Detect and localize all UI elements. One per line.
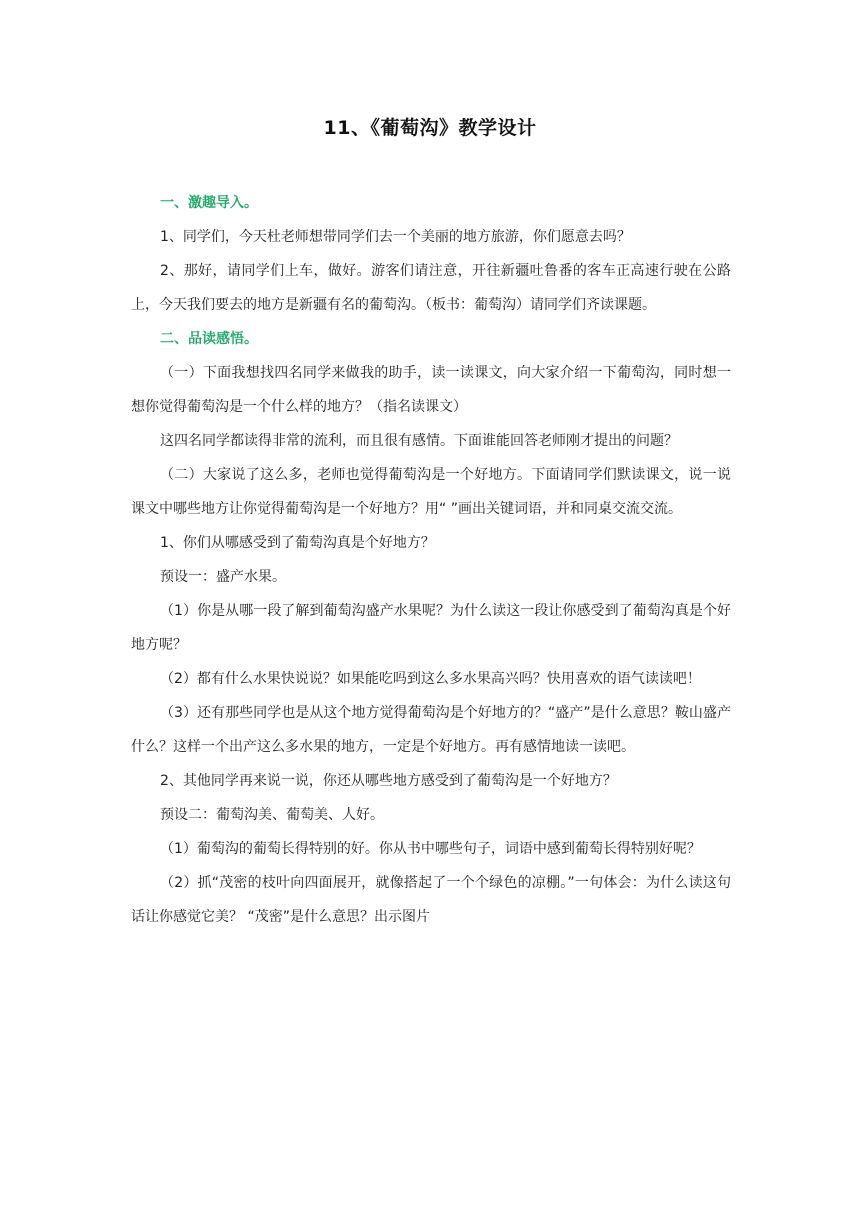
paragraph: （1）你是从哪一段了解到葡萄沟盛产水果呢？为什么读这一段让你感受到了葡萄沟真是个好地方呢？ (131, 603, 731, 653)
paragraph: （2）都有什么水果快说说？如果能吃吗到这么多水果高兴吗？快用喜欢的语气读读吧！ (160, 671, 701, 687)
document-title: 11、《葡萄沟》教学设计 (323, 117, 537, 139)
document-body (131, 186, 731, 934)
paragraph: 1、你们从哪感受到了葡萄沟真是个好地方？ (160, 535, 435, 551)
paragraph: （二）大家说了这么多，老师也觉得葡萄沟是一个好地方。下面请同学们默读课文，说一说课文中哪些地方让你觉得葡萄沟是一个好地方？用“ ”画出关键词语，并和同桌交流交流。 (131, 467, 731, 517)
section-heading: 一、激趣导入。 (160, 195, 258, 211)
section-heading: 二、品读感悟。 (160, 331, 258, 347)
paragraph: 1、同学们，今天杜老师想带同学们去一个美丽的地方旅游，你们愿意去吗？ (160, 229, 631, 245)
paragraph: （3）还有那些同学也是从这个地方觉得葡萄沟是个好地方的？“盛产”是什么意思？鞍山盛产什么？这样一个出产这么多水果的地方，一定是个好地方。再有感情地读一读吧。 (131, 705, 731, 755)
paragraph: 这四名同学都读得非常的流利，而且很有感情。下面谁能回答老师刚才提出的问题？ (160, 433, 678, 449)
paragraph: 2、其他同学再来说一说，你还从哪些地方感受到了葡萄沟是一个好地方？ (160, 773, 617, 789)
paragraph: 2、那好，请同学们上车，做好。游客们请注意，开往新疆吐鲁番的客车正高速行驶在公路上，今天我们要去的地方是新疆有名的葡萄沟。（板书：葡萄沟）请同学们齐读课题。 (131, 263, 731, 313)
paragraph: （1）葡萄沟的葡萄长得特别的好。你从书中哪些句子，词语中感到葡萄长得特别好呢？ (160, 841, 701, 857)
paragraph: （2）抓“茂密的枝叶向四面展开，就像搭起了一个个绿色的凉棚。”一句体会：为什么读这句话让你感觉它美？ “茂密”是什么意思？出示图片 (131, 875, 731, 925)
paragraph: （一）下面我想找四名同学来做我的助手，读一读课文，向大家介绍一下葡萄沟，同时想一想你觉得葡萄沟是一个什么样的地方？（指名读课文） (131, 365, 731, 415)
paragraph: 预设二：葡萄沟美、葡萄美、人好。 (160, 807, 384, 823)
paragraph: 预设一：盛产水果。 (160, 569, 286, 585)
